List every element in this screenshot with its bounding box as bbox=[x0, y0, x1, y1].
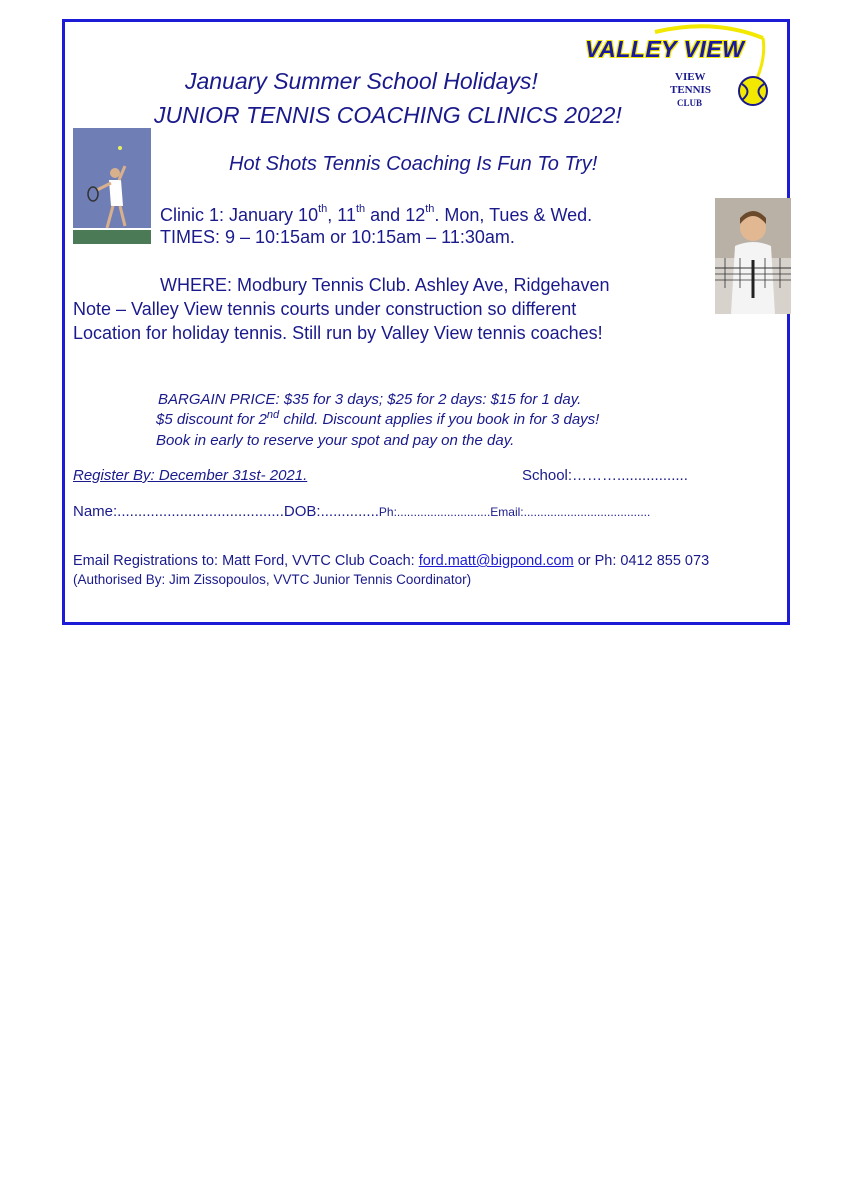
pricing-line-1: BARGAIN PRICE: $35 for 3 days; $25 for 2 days: $15 for 1 day. bbox=[158, 391, 582, 408]
school-field[interactable]: School:………................. bbox=[522, 467, 688, 484]
clinic-dates: Clinic 1: January 10th, 11th and 12th. Mon, Tues & Wed. bbox=[160, 203, 593, 225]
contact-email-link[interactable]: ford.matt@bigpond.com bbox=[418, 553, 574, 569]
page-subtitle: JUNIOR TENNIS COACHING CLINICS 2022! bbox=[154, 102, 622, 128]
tennis-player-photo bbox=[715, 198, 791, 314]
details-line bbox=[73, 503, 650, 521]
logo-line-tennis: TENNIS bbox=[670, 84, 711, 96]
phone-field[interactable]: Ph:............................ bbox=[378, 505, 491, 519]
logo-title: VALLEY VIEW bbox=[585, 36, 745, 62]
note-line-1: Note – Valley View tennis courts under construction so different bbox=[73, 299, 577, 319]
pricing-line-3: Book in early to reserve your spot and pay on the day. bbox=[156, 432, 515, 449]
tennis-ball-icon bbox=[736, 74, 770, 108]
email-field[interactable]: Email:...................................... bbox=[490, 505, 651, 519]
note-line-2: Location for holiday tennis. Still run by Valley View tennis coaches! bbox=[73, 323, 603, 343]
pricing-line-2: $5 discount for 2nd child. Discount applies if you book in for 3 days! bbox=[156, 409, 600, 428]
flyer-frame bbox=[62, 19, 790, 625]
logo-line-club: CLUB bbox=[677, 98, 703, 108]
register-deadline: Register By: December 31st- 2021. bbox=[73, 467, 308, 484]
clinic-times: TIMES: 9 – 10:15am or 10:15am – 11:30am. bbox=[160, 227, 515, 247]
page-title: January Summer School Holidays! bbox=[185, 68, 538, 94]
tennis-serve-photo bbox=[73, 128, 151, 244]
clinic-location: WHERE: Modbury Tennis Club. Ashley Ave, Ridgehaven bbox=[160, 275, 610, 295]
name-field[interactable]: Name:........................................ bbox=[73, 503, 284, 520]
authorisation-note: (Authorised By: Jim Zissopoulos, VVTC Junior Tennis Coordinator) bbox=[73, 572, 472, 587]
dob-field[interactable]: DOB:.............. bbox=[283, 503, 379, 520]
logo-line-view: VIEW bbox=[675, 71, 706, 83]
registration-contact: Email Registrations to: Matt Ford, VVTC Club Coach: ford.matt@bigpond.com or Ph: 0412 855 073 bbox=[73, 553, 710, 569]
tagline: Hot Shots Tennis Coaching Is Fun To Try! bbox=[229, 153, 598, 175]
